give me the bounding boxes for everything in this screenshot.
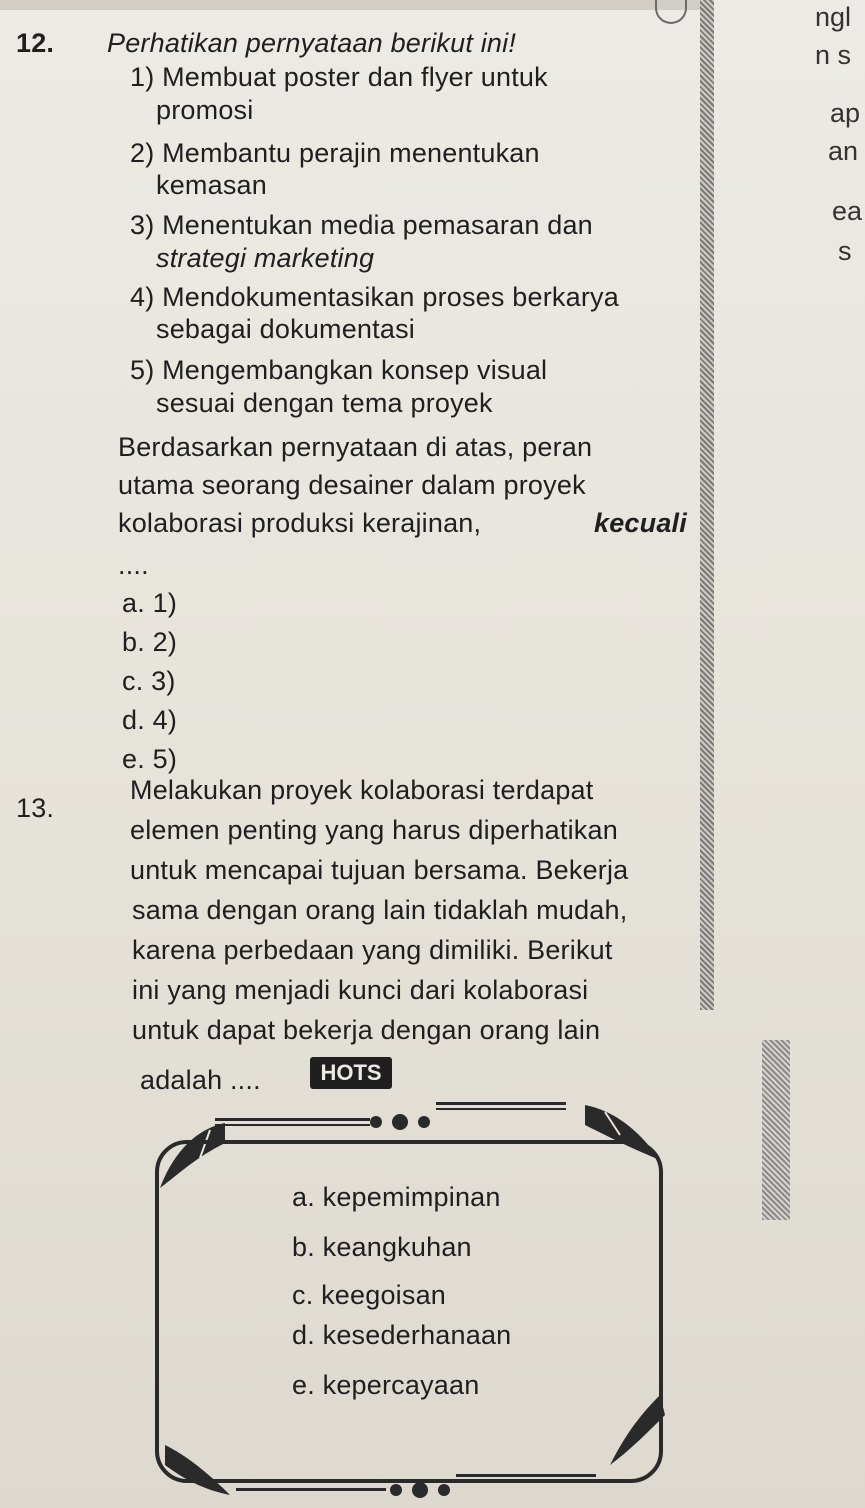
question-12-number: 12. xyxy=(16,28,55,58)
leaf-ornament-icon xyxy=(160,1440,240,1500)
q12-option-e[interactable]: e. 5) xyxy=(122,744,178,774)
q13-option-a[interactable]: a. kepemimpinan xyxy=(292,1182,501,1212)
question-13-line3: untuk mencapai tujuan bersama. Bekerja xyxy=(130,855,629,885)
question-12-line2: utama seorang desainer dalam proyek xyxy=(118,470,586,500)
deco-line xyxy=(236,1488,386,1491)
deco-line xyxy=(436,1108,566,1110)
question-13-line4: sama dengan orang lain tidaklah mudah, xyxy=(132,895,628,925)
statement-4-line2: sebagai dokumentasi xyxy=(156,314,415,344)
q13-option-d[interactable]: d. kesederhanaan xyxy=(292,1320,512,1350)
deco-line xyxy=(436,1102,566,1105)
statement-5-line2: sesuai dengan tema proyek xyxy=(156,388,493,418)
leaf-ornament-icon xyxy=(600,1390,670,1470)
deco-dot xyxy=(418,1116,430,1128)
statement-2-line1: 2) Membantu perajin menentukan xyxy=(130,138,540,168)
question-13-line1: Melakukan proyek kolaborasi terdapat xyxy=(130,775,594,805)
side-fragment: an xyxy=(828,136,859,166)
side-fragment: ea xyxy=(832,196,863,226)
q13-option-e[interactable]: e. kepercayaan xyxy=(292,1370,480,1400)
question-12-ellipsis: .... xyxy=(118,550,149,580)
page-edge-band-lower xyxy=(762,1040,790,1220)
deco-dot xyxy=(412,1482,428,1498)
deco-line xyxy=(215,1118,370,1121)
side-fragment: s xyxy=(838,236,852,266)
q12-option-d[interactable]: d. 4) xyxy=(122,705,178,735)
statement-5-line1: 5) Mengembangkan konsep visual xyxy=(130,355,548,385)
q12-option-a[interactable]: a. 1) xyxy=(122,588,178,618)
q13-option-c[interactable]: c. keegoisan xyxy=(292,1280,446,1310)
hots-badge: HOTS xyxy=(310,1057,392,1089)
statement-3-line2: strategi marketing xyxy=(156,243,375,273)
side-fragment: ngl xyxy=(815,2,852,32)
q12-option-b[interactable]: b. 2) xyxy=(122,627,178,657)
side-fragment: ap xyxy=(830,98,861,128)
statement-1-line2: promosi xyxy=(156,95,254,125)
question-13-line5: karena perbedaan yang dimiliki. Berikut xyxy=(132,935,613,965)
question-12-emphasis: kecuali xyxy=(594,508,687,538)
top-border xyxy=(0,0,700,10)
question-13-number: 13. xyxy=(16,793,55,823)
deco-dot xyxy=(392,1114,408,1130)
question-13-line2: elemen penting yang harus diperhatikan xyxy=(130,815,618,845)
question-12-line3: kolaborasi produksi kerajinan, xyxy=(118,508,482,538)
statement-1-line1: 1) Membuat poster dan flyer untuk xyxy=(130,62,548,92)
q13-option-b[interactable]: b. keangkuhan xyxy=(292,1232,472,1262)
corner-ornament xyxy=(655,0,687,24)
deco-line xyxy=(215,1124,370,1126)
deco-dot xyxy=(438,1484,450,1496)
question-12-stem: Perhatikan pernyataan berikut ini! xyxy=(107,28,517,58)
deco-line xyxy=(456,1480,596,1482)
q12-option-c[interactable]: c. 3) xyxy=(122,666,176,696)
side-fragment: n s xyxy=(815,40,852,70)
question-13-line6: ini yang menjadi kunci dari kolaborasi xyxy=(132,975,589,1005)
deco-dot xyxy=(390,1484,402,1496)
question-13-line8: adalah .... xyxy=(140,1065,261,1095)
question-12-line1: Berdasarkan pernyataan di atas, peran xyxy=(118,432,593,462)
page-edge-band xyxy=(700,0,714,1010)
statement-3-line1: 3) Menentukan media pemasaran dan xyxy=(130,210,593,240)
deco-dot xyxy=(370,1116,382,1128)
statement-2-line2: kemasan xyxy=(156,170,267,200)
question-13-line7: untuk dapat bekerja dengan orang lain xyxy=(132,1015,601,1045)
statement-4-line1: 4) Mendokumentasikan proses berkarya xyxy=(130,282,619,312)
deco-line xyxy=(456,1474,596,1477)
